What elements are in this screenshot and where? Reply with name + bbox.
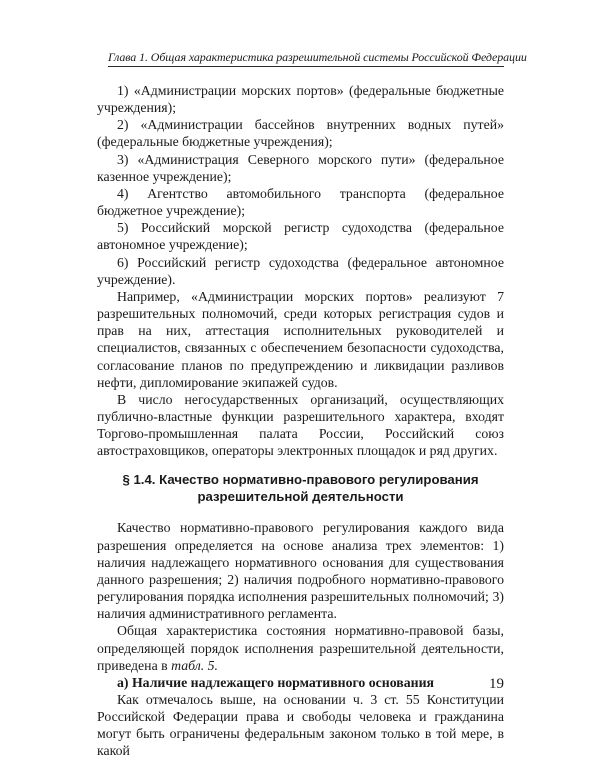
list-item-3: 3) «Администрация Северного морского пути» (федеральное казенное учреждение); (97, 151, 504, 184)
paragraph-example: Например, «Администрации морских портов» реализуют 7 разрешительных полномочий, среди которых регистрация судов и прав на них, аттестация исполнительных руководителей и специалистов, связанных с обеспечением безопасности судоходства, согласование планов по предупреждению и ликвидации разливов нефти, дипломирование экипажей судов. (97, 288, 504, 390)
paragraph-nongov: В число негосударственных организаций, осуществляющих публично-властные функции разрешительного характера, входят Торгово-промышленная палата России, Российский союз автостраховщиков, операторы электронных площадок и ряд других. (97, 391, 504, 459)
list-item-4: 4) Агентство автомобильного транспорта (федеральное бюджетное учреждение); (97, 185, 504, 219)
section-heading: § 1.4. Качество нормативно-правового регулирования разрешительной деятельности (122, 472, 479, 505)
paragraph-overview (97, 622, 504, 673)
list-item-5: 5) Российский морской регистр судоходства (федеральное автономное учреждение); (97, 220, 504, 253)
table-reference: табл. 5. (171, 657, 218, 673)
subheading: а) Наличие надлежащего нормативного основания (117, 674, 435, 690)
running-header: Глава 1. Общая характеристика разрешительной системы Российской Федерации (108, 50, 527, 64)
page-number: 19 (489, 676, 504, 692)
overview-text: Общая характеристика состояния нормативно-правовой базы, определяющей порядок исполнения разрешительной деятельности, приведена в (97, 623, 504, 673)
paragraph-constitution: Как отмечалось выше, на основании ч. 3 ст. 55 Конституции Российской Федерации права и свободы человека и гражданина могут быть ограничены федеральным законом только в той мере, в какой (97, 692, 504, 759)
body-text (97, 82, 504, 760)
list-item-2: 2) «Администрации бассейнов внутренних водных путей» (федеральные бюджетные учреждения); (97, 117, 504, 150)
list-item-6: 6) Российский регистр судоходства (федеральное автономное учреждение). (97, 254, 504, 287)
list-item-1: 1) «Администрации морских портов» (федеральные бюджетные учреждения); (97, 83, 504, 116)
paragraph-quality: Качество нормативно-правового регулирования каждого вида разрешения определяется на основе анализа трех элементов: 1) наличия надлежащего нормативного основания для существования данного разрешения; 2) наличия подробного нормативно-правового регулирования порядка исполнения разрешительных полномочий; 3) наличия административного регламента. (97, 520, 504, 622)
header-rule (108, 66, 504, 67)
